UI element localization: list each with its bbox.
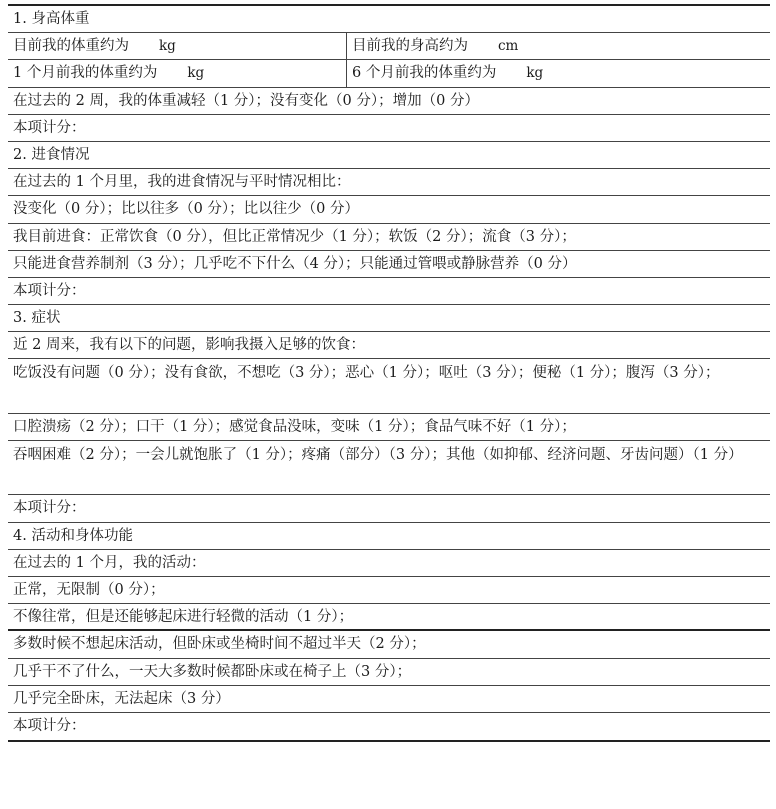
- intake-option-2[interactable]: 我目前进食：正常饮食（0 分），但比正常情况少（1 分）；软饭（2 分）；流食（3 分）；: [8, 224, 770, 251]
- section1-score[interactable]: 本项计分：: [8, 115, 770, 142]
- row-past-weights: [8, 60, 770, 87]
- section-title-intake: 2. 进食情况: [8, 142, 770, 169]
- intake-option-3[interactable]: 只能进食营养制剂（3 分）；几乎吃不下什么（4 分）；只能通过管喂或静脉营养（0 分）: [8, 251, 770, 278]
- symptoms-option-3[interactable]: 吞咽困难（2 分）；一会儿就饱胀了（1 分）；疼痛（部分）（3 分）；其他（如抑郁、经济问题、牙齿问题）（1 分）: [8, 441, 770, 495]
- weight-6-month-label: 6 个月前我的体重约为: [352, 65, 497, 82]
- weight-6-month-unit: kg: [526, 65, 544, 82]
- section-title-activity: 4. 活动和身体功能: [8, 523, 770, 550]
- current-weight-cell[interactable]: [8, 33, 347, 59]
- symptoms-question: 近 2 周来，我有以下的问题，影响我摄入足够的饮食：: [8, 332, 770, 359]
- weight-change-options[interactable]: 在过去的 2 周，我的体重减轻（1 分）；没有变化（0 分）；增加（0 分）: [8, 88, 770, 115]
- current-height-cell[interactable]: [347, 33, 770, 59]
- section2-score[interactable]: 本项计分：: [8, 278, 770, 305]
- activity-option-3[interactable]: 多数时候不想起床活动，但卧床或坐椅时间不超过半天（2 分）；: [8, 631, 770, 658]
- section-title-height-weight: 1. 身高体重: [8, 6, 770, 33]
- section-title-symptoms: 3. 症状: [8, 305, 770, 332]
- activity-option-5[interactable]: 几乎完全卧床，无法起床（3 分）: [8, 686, 770, 713]
- symptoms-option-1[interactable]: 吃饭没有问题（0 分）；没有食欲，不想吃（3 分）；恶心（1 分）；呕吐（3 分）；便秘（1 分）；腹泻（3 分）；: [8, 359, 770, 413]
- weight-1-month-unit: kg: [187, 65, 205, 82]
- current-weight-label: 目前我的体重约为: [13, 38, 129, 55]
- intake-option-1[interactable]: 没变化（0 分）；比以往多（0 分）；比以往少（0 分）: [8, 196, 770, 223]
- weight-1-month-label: 1 个月前我的体重约为: [13, 65, 158, 82]
- current-height-unit: cm: [498, 38, 519, 55]
- section4-score[interactable]: 本项计分：: [13, 717, 86, 734]
- weight-6-month-cell[interactable]: [347, 60, 770, 86]
- section3-score[interactable]: 本项计分：: [8, 495, 770, 522]
- intake-question: 在过去的 1 个月里，我的进食情况与平时情况相比：: [8, 169, 770, 196]
- activity-option-2[interactable]: 不像往常，但是还能够起床进行轻微的活动（1 分）；: [8, 604, 770, 631]
- activity-question: 在过去的 1 个月，我的活动：: [8, 550, 770, 577]
- current-height-label: 目前我的身高约为: [352, 38, 468, 55]
- current-weight-unit: kg: [159, 38, 176, 55]
- activity-option-4[interactable]: 几乎干不了什么，一天大多数时候都卧床或在椅子上（3 分）；: [8, 659, 770, 686]
- assessment-form: [8, 4, 770, 742]
- symptoms-option-2[interactable]: 口腔溃疡（2 分）；口干（1 分）；感觉食品没味，变味（1 分）；食品气味不好（1 分）；: [8, 414, 770, 441]
- row-current-measurements: [8, 33, 770, 60]
- activity-option-1[interactable]: 正常，无限制（0 分）；: [8, 577, 770, 604]
- weight-1-month-cell[interactable]: [8, 60, 347, 86]
